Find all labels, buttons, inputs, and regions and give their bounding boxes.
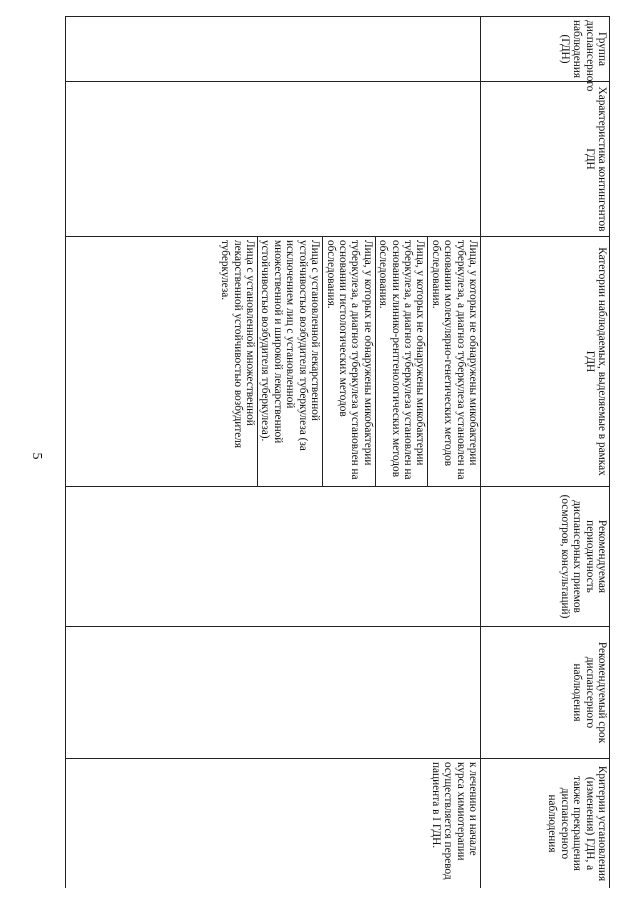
header-duration: Рекомендуемый срок диспансерного наблюдения [481, 627, 610, 759]
table-row [66, 17, 481, 889]
table-header-row [481, 17, 610, 889]
header-group: Группа диспансерного наблюдения (ГДН) [481, 17, 610, 82]
cell-duration [66, 627, 481, 759]
cell-characteristic [66, 82, 481, 237]
cell-criteria: к лечению и начале курса химиотерапии осуществляется перевод пациента в I ГДН. [66, 759, 481, 889]
cell-group [66, 17, 481, 82]
category-item: Лица с установленной множественной лекарственной устойчивостью возбудителя туберкулеза. [219, 240, 257, 449]
header-periodicity: Рекомендуемая периодичность диспансерных приемов (осмотров, консультаций) [481, 487, 610, 627]
header-characteristic: Характеристика контингентов ГДН [481, 82, 610, 237]
table-wrapper [65, 16, 610, 888]
category-list [66, 237, 480, 486]
cell-categories [66, 237, 481, 487]
header-categories: Категории наблюдаемых, выделяемые в рамках ГДН [481, 237, 610, 487]
category-item: Лица с установленной лекарственной устойчивостью возбудителя туберкулеза (за исключением лиц с установленной множественной и широкой лекарственной устойчивостью возбудителя туберкулеза). [257, 237, 322, 486]
dispensary-observation-table [65, 16, 610, 888]
category-item: Лица, у которых не обнаружены микобактерии туберкулеза, а диагноз туберкулеза установлен на основании молекулярно-генетических методов обследования. [427, 237, 480, 486]
category-item: Лица, у которых не обнаружены микобактерии туберкулеза, а диагноз туберкулеза установлен на основании клинико-рентгенологических методов обследования. [375, 237, 428, 486]
category-item: Лица, у которых не обнаружены микобактерии туберкулеза, а диагноз туберкулеза установлен на основании гистологических методов обследования. [322, 237, 375, 486]
cell-periodicity [66, 487, 481, 627]
page-number: 5 [29, 452, 44, 460]
header-criteria: Критерии установления (изменения) ГДН, а также прекращения диспансерного наблюдения [481, 759, 610, 889]
rotated-table-container [65, 16, 610, 888]
